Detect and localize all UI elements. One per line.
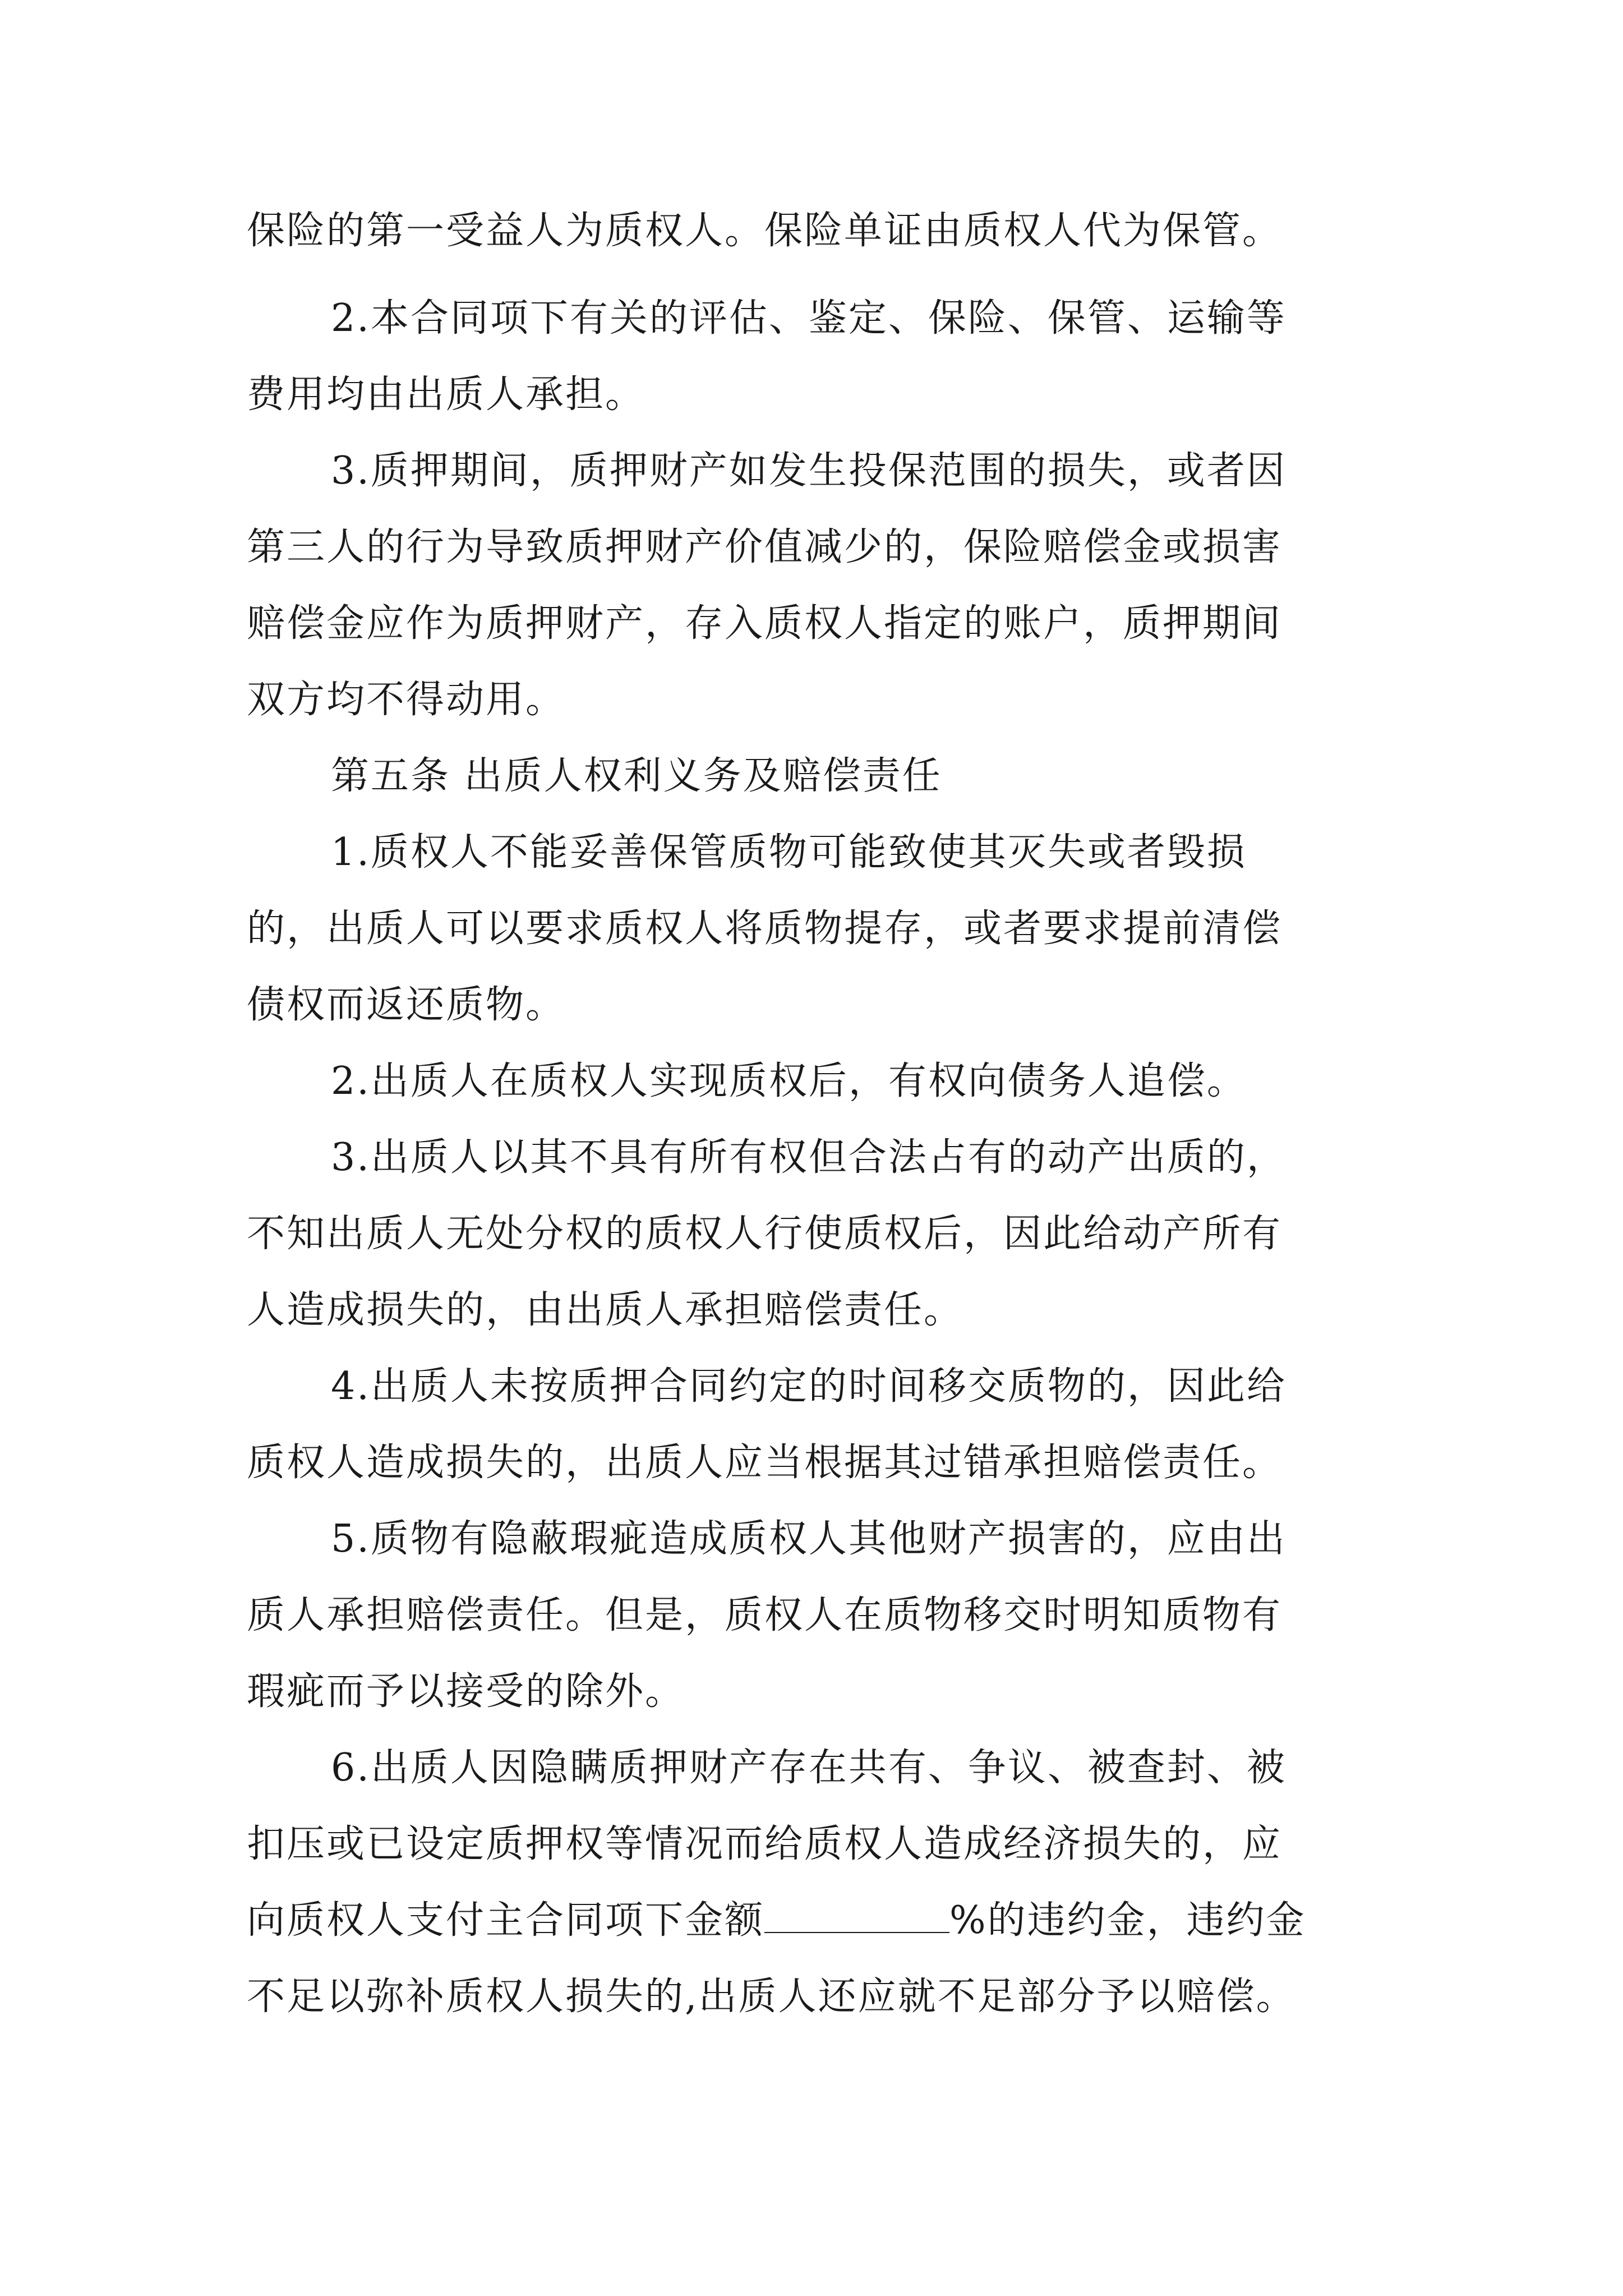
text-line: 3.质押期间，质押财产如发生投保范围的损失，或者因 — [331, 449, 1287, 493]
text-line-with-blank — [247, 1893, 1385, 1949]
text-line: 3.出质人以其不具有所有权但合法占有的动产出质的， — [331, 1135, 1287, 1180]
text-line: 瑕疵而予以接受的除外。 — [247, 1669, 685, 1714]
fill-in-blank — [764, 1893, 949, 1933]
text-line: 赔偿金应作为质押财产，存入质权人指定的账户，质押期间 — [247, 601, 1283, 646]
text-line: 6.出质人因隐瞒质押财产存在共有、争议、被查封、被 — [331, 1746, 1287, 1790]
text-line: 1.质权人不能妥善保管质物可能致使其灭失或者毁损 — [331, 830, 1247, 875]
text-line: 2.出质人在质权人实现质权后，有权向债务人追偿。 — [331, 1059, 1247, 1103]
text-line: 的，出质人可以要求质权人将质物提存，或者要求提前清偿 — [247, 907, 1283, 951]
text-line: 双方均不得动用。 — [247, 678, 566, 722]
text-line: 保险的第一受益人为质权人。保险单证由质权人代为保管。 — [247, 209, 1283, 253]
text-before-blank: 向质权人支付主合同项下金额 — [247, 1898, 765, 1943]
text-line: 质人承担赔偿责任。但是，质权人在质物移交时明知质物有 — [247, 1593, 1283, 1637]
text-line: 债权而返还质物。 — [247, 983, 566, 1027]
text-after-blank: %的违约金，违约金 — [949, 1898, 1306, 1943]
text-line: 不知出质人无处分权的质权人行使质权后，因此给动产所有 — [247, 1212, 1283, 1256]
text-line: 费用均由出质人承担。 — [247, 372, 645, 417]
text-line: 人造成损失的，由出质人承担赔偿责任。 — [247, 1288, 964, 1332]
text-line: 第三人的行为导致质押财产价值减少的，保险赔偿金或损害 — [247, 525, 1283, 569]
text-line: 4.出质人未按质押合同约定的时间移交质物的，因此给 — [331, 1364, 1287, 1409]
text-line: 质权人造成损失的，出质人应当根据其过错承担赔偿责任。 — [247, 1441, 1283, 1485]
section-heading: 第五条 出质人权利义务及赔偿责任 — [331, 754, 942, 798]
text-line: 扣压或已设定质押权等情况而给质权人造成经济损失的，应 — [247, 1822, 1283, 1866]
text-line: 2.本合同项下有关的评估、鉴定、保险、保管、运输等 — [331, 296, 1287, 341]
text-line: 5.质物有隐蔽瑕疵造成质权人其他财产损害的，应由出 — [331, 1517, 1287, 1561]
text-line: 不足以弥补质权人损失的,出质人还应就不足部分予以赔偿。 — [247, 1975, 1296, 2019]
